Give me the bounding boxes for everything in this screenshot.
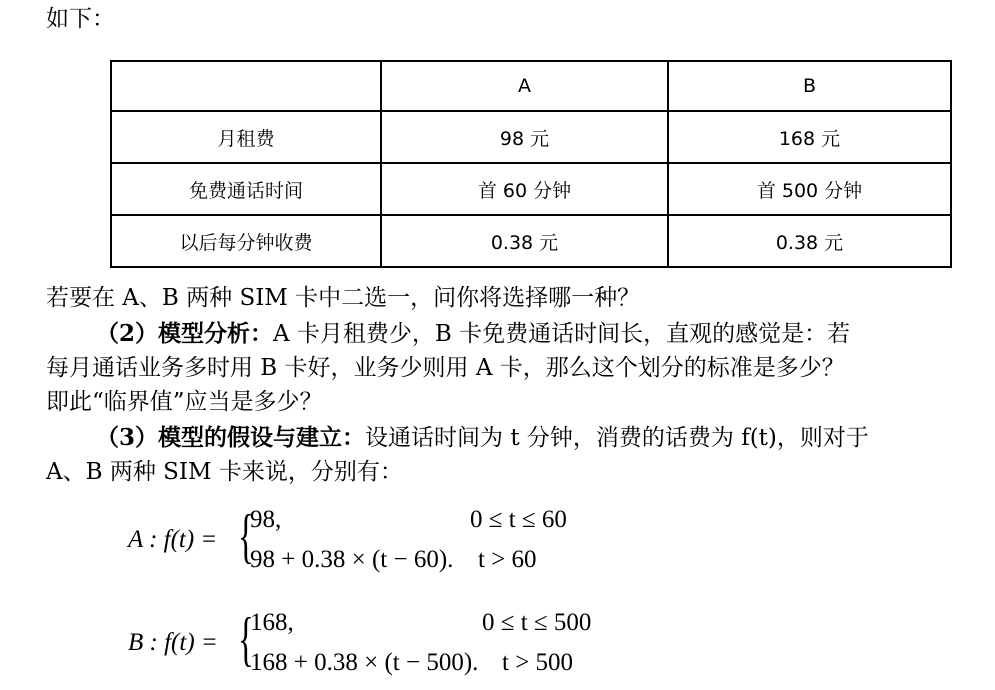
table-cell: 0.38 元 [668,215,951,267]
formula-a-case2-expr: 98 + 0.38 × (t − 60). [250,546,454,573]
table-cell: 首 60 分钟 [381,163,668,215]
section2-text: A 卡月租费少，B 卡免费通话时间长，直观的感觉是：若 [273,321,851,347]
formula-a-case2-cond: t > 60 [478,546,537,573]
table-cell: 168 元 [668,111,951,163]
section3-line2: A、B 两种 SIM 卡来说，分别有： [46,459,403,485]
formula-a-brace: { [238,503,254,569]
formula-a-lhs: A : f(t) = [128,526,218,553]
section2-heading: （2）模型分析： [96,320,274,347]
table-cell: 98 元 [381,111,668,163]
section3-text: 设通话时间为 t 分钟，消费的话费为 f(t)，则对于 [365,425,869,451]
section2-line1 [96,319,850,349]
formula-b-brace: { [238,606,254,672]
formula-b-case2-cond: t > 500 [502,649,574,676]
row-label-monthly-fee: 月租费 [111,111,381,163]
formula-b-lhs: B : f(t) = [128,629,218,656]
table-cell: 0.38 元 [381,215,668,267]
row-label-free-time: 免费通话时间 [111,163,381,215]
table-header-cell-empty [111,61,381,111]
section2-line3: 即此“临界值”应当是多少？ [46,389,323,415]
sim-card-comparison-table [110,60,952,268]
section3-heading: （3）模型的假设与建立： [96,424,366,451]
formula-b-case1-expr: 168, [250,609,294,636]
formula-b-case2-expr: 168 + 0.38 × (t − 500). [250,649,479,676]
table-row [111,111,951,163]
formula-a-case1-expr: 98, [250,506,282,533]
question-text: 若要在 A、B 两种 SIM 卡中二选一，问你将选择哪一种？ [46,285,641,311]
row-label-per-minute-fee: 以后每分钟收费 [111,215,381,267]
table-header-cell-a: A [381,61,668,111]
table-header-cell-b: B [668,61,951,111]
section3-line1 [96,423,869,453]
table-row [111,163,951,215]
section2-line2: 每月通话业务多时用 B 卡好，业务少则用 A 卡，那么这个划分的标准是多少？ [46,355,845,381]
table-row [111,215,951,267]
formula-a-case1-cond: 0 ≤ t ≤ 60 [470,506,567,533]
table-header-row [111,61,951,111]
formula-b-case1-cond: 0 ≤ t ≤ 500 [482,609,592,636]
intro-text: 如下： [46,6,115,32]
table-cell: 首 500 分钟 [668,163,951,215]
